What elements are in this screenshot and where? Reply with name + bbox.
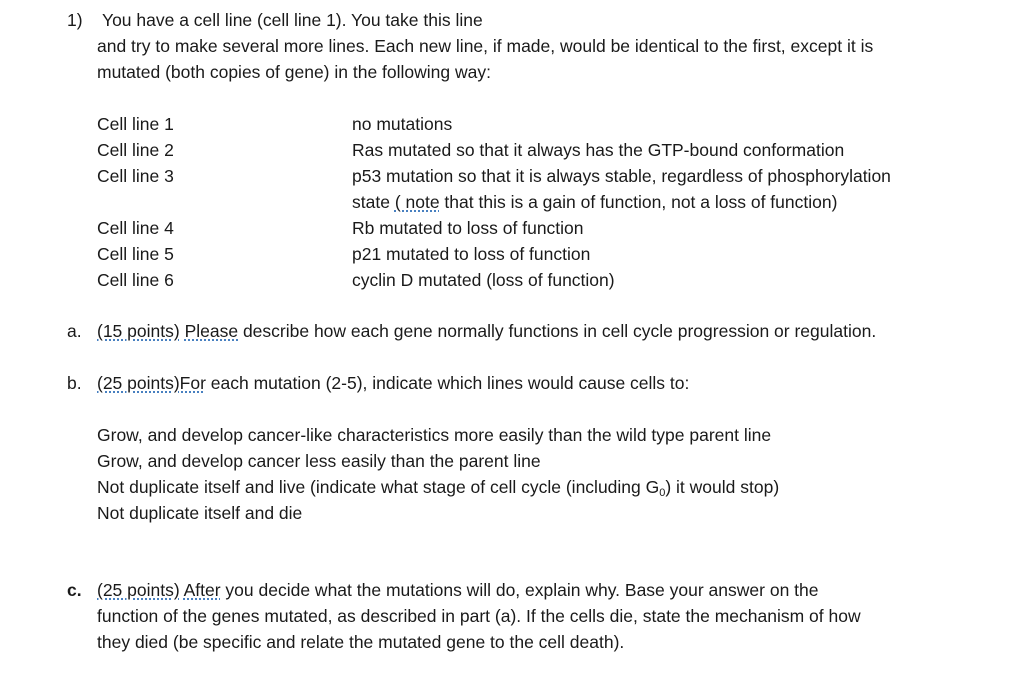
- part-c-body: you decide what the mutations will do, explain why. Base your answer on the: [220, 580, 819, 600]
- cell-line-mutation: p21 mutated to loss of function: [352, 244, 591, 264]
- part-c-points: (25 points): [97, 580, 180, 600]
- part-a-label: a.: [67, 321, 82, 341]
- cell-line-name: Cell line 5: [97, 244, 174, 264]
- part-b-text: [97, 372, 689, 394]
- part-a-points: (15 points): [97, 321, 180, 341]
- part-b-points: (25 points)For: [97, 373, 206, 393]
- part-c-line1: [97, 579, 819, 601]
- question-intro-line2: and try to make several more lines. Each new line, if made, would be identical to the first, except it is: [97, 36, 874, 56]
- cell-line-mutation: no mutations: [352, 114, 453, 134]
- cell-line-mutation: p53 mutation so that it is always stable, regardless of phosphorylation: [352, 166, 891, 186]
- part-b-option: [97, 476, 779, 498]
- cell-line-name: Cell line 4: [97, 218, 174, 238]
- part-c-link: After: [183, 580, 221, 600]
- cell-line-mutation: Rb mutated to loss of function: [352, 218, 584, 238]
- cell-line-mutation-continued: [352, 191, 837, 213]
- part-c-label: c.: [67, 580, 82, 600]
- part-b-label: b.: [67, 373, 82, 393]
- part-b-option: Grow, and develop cancer less easily than the parent line: [97, 451, 541, 471]
- part-b-option3-post: ) it would stop): [665, 477, 780, 497]
- part-c-line3: they died (be specific and relate the mutated gene to the cell death).: [97, 632, 625, 652]
- question-number: 1): [67, 10, 83, 30]
- cell-line-mutation: cyclin D mutated (loss of function): [352, 270, 615, 290]
- note-prefix: state: [352, 192, 395, 212]
- part-b-body: each mutation (2-5), indicate which lines would cause cells to:: [205, 373, 690, 393]
- note-link: ( note: [394, 192, 440, 212]
- part-b-option3-pre: Not duplicate itself and live (indicate what stage of cell cycle (including G: [97, 477, 660, 497]
- cell-line-mutation: Ras mutated so that it always has the GTP-bound conformation: [352, 140, 845, 160]
- part-a-body: describe how each gene normally functions in cell cycle progression or regulation.: [238, 321, 877, 341]
- cell-line-name: Cell line 3: [97, 166, 174, 186]
- question-intro-line1: You have a cell line (cell line 1). You take this line: [102, 10, 483, 30]
- cell-line-name: Cell line 2: [97, 140, 174, 160]
- part-a-text: [97, 320, 876, 342]
- g0-subscript: 0: [659, 487, 666, 499]
- part-a-link: Please: [184, 321, 239, 341]
- cell-line-name: Cell line 6: [97, 270, 174, 290]
- part-b-option: Grow, and develop cancer-like characteristics more easily than the wild type parent line: [97, 425, 772, 445]
- part-c-line2: function of the genes mutated, as described in part (a). If the cells die, state the mechanism of how: [97, 606, 861, 626]
- question-intro-line3: mutated (both copies of gene) in the following way:: [97, 62, 491, 82]
- cell-line-name: Cell line 1: [97, 114, 174, 134]
- part-b-option: Not duplicate itself and die: [97, 503, 303, 523]
- note-suffix: that this is a gain of function, not a loss of function): [439, 192, 838, 212]
